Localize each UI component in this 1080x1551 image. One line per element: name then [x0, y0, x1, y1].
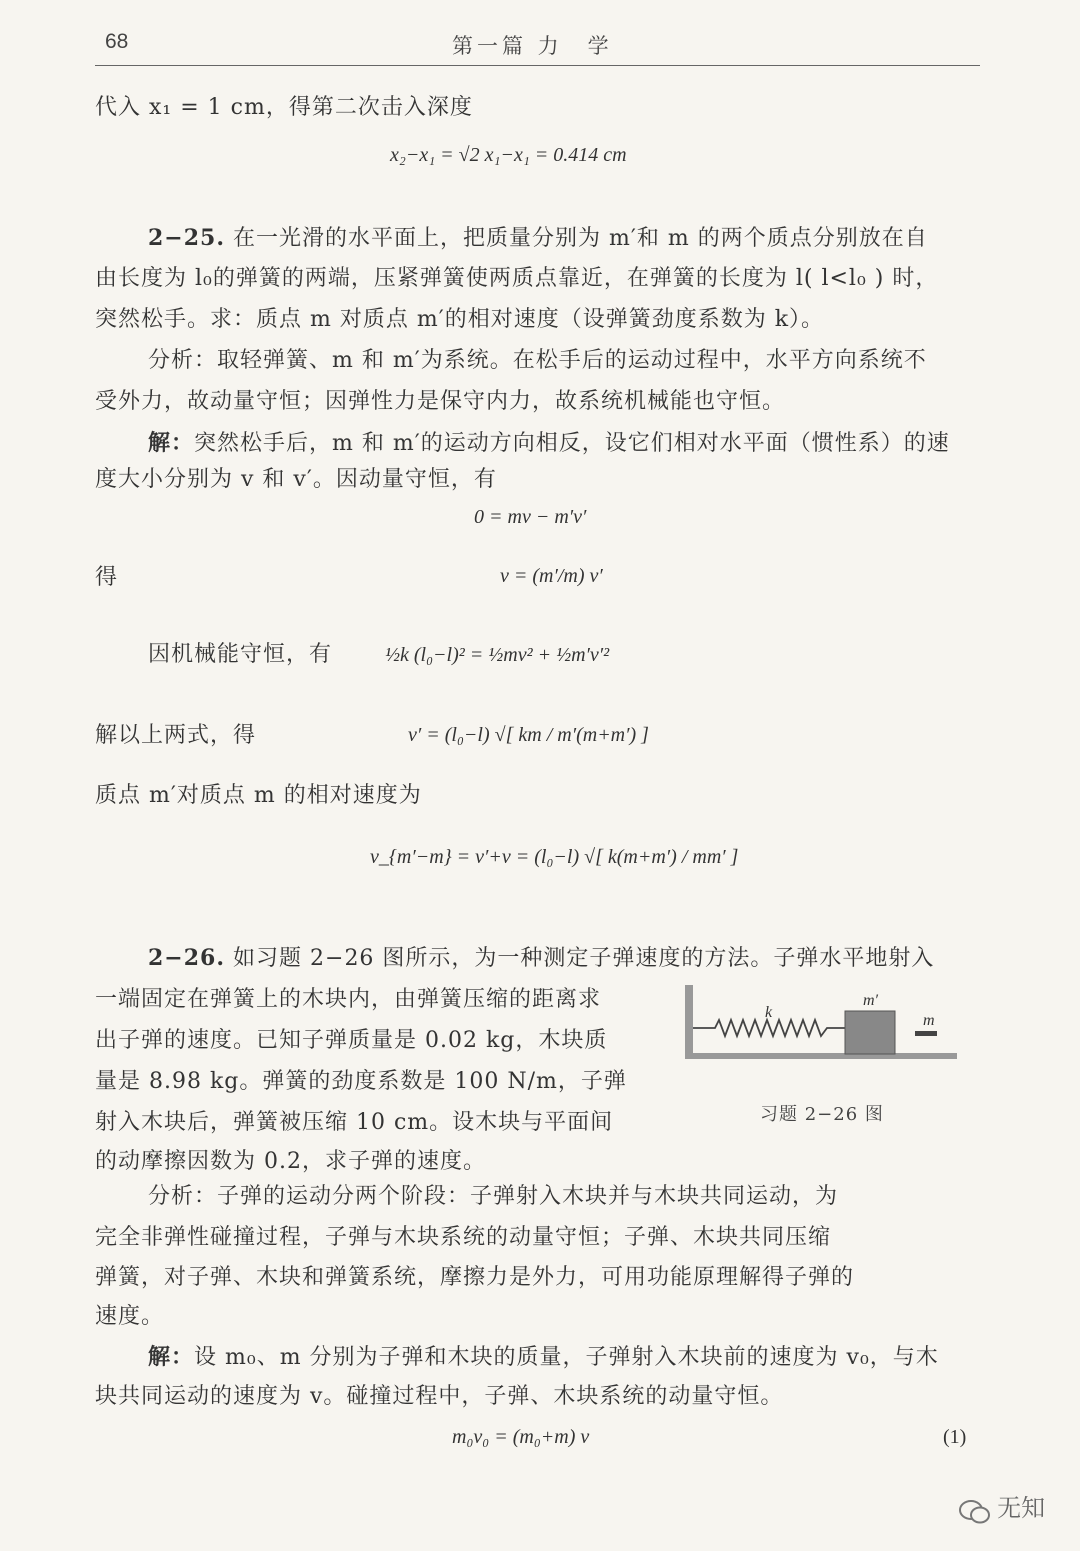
equation: v_{m′−m} = v′+v = (l₀−l) √[ k(m+m′) / mm′ ] [370, 846, 739, 868]
text-line: 得 [95, 565, 119, 590]
solution-text [148, 1345, 939, 1370]
text-line: 由长度为 l₀的弹簧的两端，压紧弹簧使两质点靠近，在弹簧的长度为 l( l<l₀ ) 时， [95, 266, 939, 291]
text-line: 质点 m′对质点 m 的相对速度为 [95, 783, 422, 808]
page-number: 68 [105, 30, 129, 53]
problem-2-26 [148, 946, 934, 971]
equation: 0 = mv − m′v′ [474, 506, 587, 528]
equation-number: (1) [943, 1426, 967, 1448]
solution-label: 解： [148, 430, 195, 456]
equation: m₀v₀ = (m₀+m) v [452, 1426, 590, 1448]
analysis-text: 完全非弹性碰撞过程，子弹与木块系统的动量守恒；子弹、木块共同压缩 [95, 1225, 832, 1250]
analysis-text: 分析：取轻弹簧、m 和 m′为系统。在松手后的运动过程中，水平方向系统不 [148, 348, 927, 373]
text-line: 代入 x₁ = 1 cm，得第二次击入深度 [95, 95, 473, 120]
text-line: 的动摩擦因数为 0.2，求子弹的速度。 [95, 1149, 486, 1174]
text-line: 度大小分别为 v 和 v′。因动量守恒，有 [95, 467, 497, 492]
text-line: 量是 8.98 kg。弹簧的劲度系数是 100 N/m，子弹 [95, 1069, 627, 1094]
header-rule [95, 65, 980, 66]
analysis-text: 弹簧，对子弹、木块和弹簧系统，摩擦力是外力，可用功能原理解得子弹的 [95, 1265, 855, 1290]
problem-text: 如习题 2−26 图所示，为一种测定子弹速度的方法。子弹水平地射入 [233, 946, 935, 971]
problem-text: 在一光滑的水平面上，把质量分别为 m′和 m 的两个质点分别放在自 [233, 226, 928, 251]
floor [685, 1053, 957, 1059]
solution-line: 突然松手后，m 和 m′的运动方向相反，设它们相对水平面（惯性系）的速 [194, 431, 950, 456]
analysis-text: 分析：子弹的运动分两个阶段：子弹射入木块并与木块共同运动，为 [148, 1184, 839, 1209]
spring-label: k [765, 1004, 773, 1021]
bullet [915, 1031, 937, 1036]
solution-label: 解： [148, 1344, 195, 1370]
block-label: m′ [863, 992, 879, 1009]
analysis-text: 受外力，故动量守恒；因弹性力是保守内力，故系统机械能也守恒。 [95, 389, 786, 414]
text-line: 一端固定在弹簧上的木块内，由弹簧压缩的距离求 [95, 987, 602, 1012]
watermark-text: 无知 [997, 1494, 1046, 1522]
text-line: 解以上两式，得 [95, 723, 257, 748]
spring [693, 1020, 845, 1036]
problem-number: 2−25. [148, 225, 226, 251]
text-line: 突然松手。求：质点 m 对质点 m′的相对速度（设弹簧劲度系数为 k）。 [95, 307, 825, 332]
solution-text [148, 431, 950, 456]
equation: ½k (l₀−l)² = ½mv² + ½m′v′² [385, 644, 610, 666]
figure-2-26 [685, 985, 960, 1065]
text-line: 射入木块后，弹簧被压缩 10 cm。设木块与平面间 [95, 1110, 614, 1135]
block [845, 1011, 895, 1054]
text-line: 出子弹的速度。已知子弹质量是 0.02 kg，木块质 [95, 1028, 608, 1053]
bullet-label: m [923, 1012, 935, 1029]
problem-2-25 [148, 226, 928, 251]
equation: v′ = (l₀−l) √[ km / m′(m+m′) ] [408, 724, 649, 746]
analysis-text: 速度。 [95, 1304, 165, 1329]
problem-number: 2−26. [148, 945, 226, 971]
spring-block-diagram [685, 985, 960, 1065]
running-header: 第一篇 力 学 [452, 34, 613, 58]
watermark [958, 1488, 1045, 1526]
text-line: 块共同运动的速度为 v。碰撞过程中，子弹、木块系统的动量守恒。 [95, 1384, 784, 1409]
equation: x₂−x₁ = √2 x₁−x₁ = 0.414 cm [390, 144, 627, 166]
wall [685, 985, 693, 1055]
text-line: 因机械能守恒，有 [148, 642, 333, 667]
solution-line: 设 m₀、m 分别为子弹和木块的质量，子弹射入木块前的速度为 v₀，与木 [194, 1345, 939, 1370]
equation: v = (m′/m) v′ [500, 565, 603, 587]
wechat-icon [958, 1498, 992, 1526]
figure-caption: 习题 2−26 图 [760, 1104, 884, 1125]
